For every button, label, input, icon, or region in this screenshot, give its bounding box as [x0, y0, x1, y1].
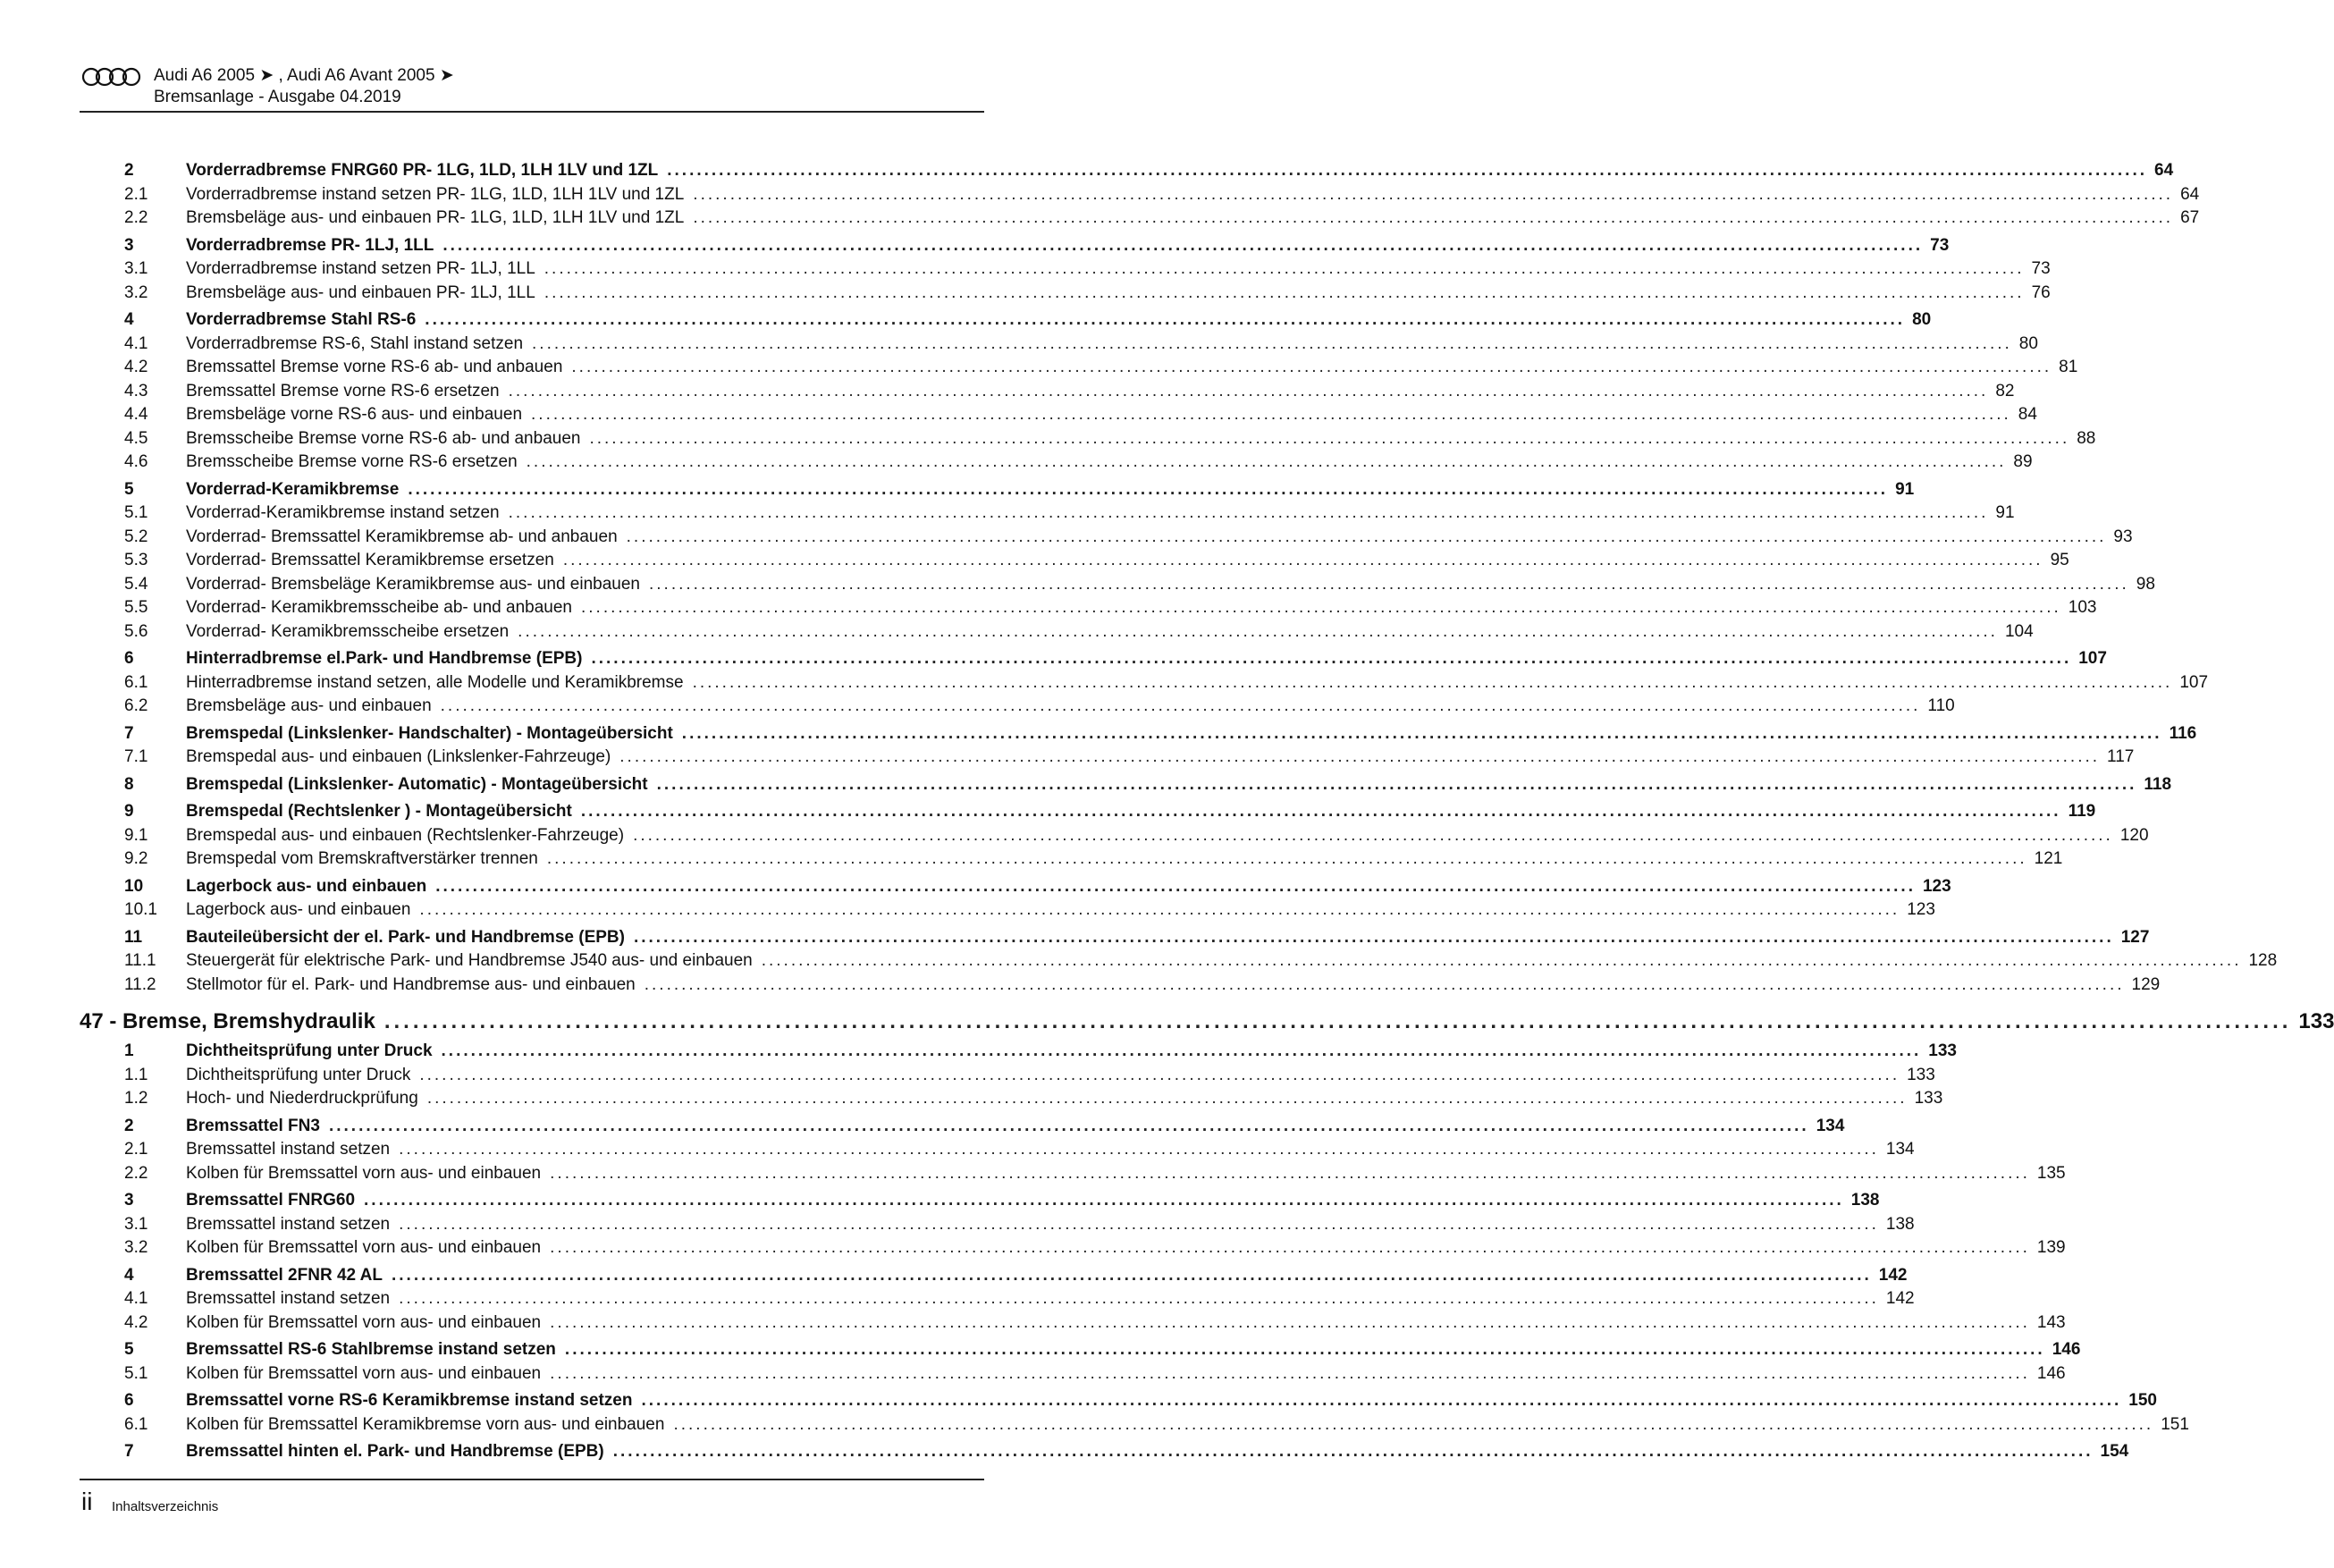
toc-entry-page: 133: [1928, 1041, 1957, 1060]
toc-entry-number: 6: [124, 649, 134, 668]
toc-entry-number: 3.2: [124, 1238, 148, 1257]
dot-leader: ........................................................................................................................................................................................................: [589, 428, 2070, 448]
toc-entry-number: 8: [124, 774, 134, 794]
toc-entry-number: 1: [124, 1041, 134, 1060]
toc-entry[interactable]: [124, 1238, 2066, 1261]
dot-leader: ........................................................................................................................................................................................................: [364, 1191, 1844, 1210]
dot-leader: ........................................................................................................................................................................................................: [543, 282, 2025, 302]
toc-entry[interactable]: [124, 696, 1955, 720]
toc-entry-number: 5.5: [124, 598, 148, 617]
toc-entry-title: Bremspedal (Linkslenker- Automatic) - Montageübersicht: [186, 774, 648, 794]
toc-entry[interactable]: [124, 1191, 1880, 1214]
toc-entry-page: 133: [2298, 1009, 2334, 1033]
toc-entry-page: 93: [2113, 527, 2133, 546]
dot-leader: ........................................................................................................................................................................................................: [667, 161, 2147, 180]
toc-entry[interactable]: [124, 1363, 2066, 1387]
toc-entry-page: 73: [2031, 259, 2051, 278]
toc-entry[interactable]: [124, 649, 2107, 672]
toc-entry-number: 3.2: [124, 282, 148, 302]
toc-entry[interactable]: [124, 876, 1951, 900]
toc-entry-number: 3: [124, 1191, 134, 1210]
toc-entry-number: 3.1: [124, 1214, 148, 1234]
toc-entry-page: 133: [1907, 1065, 1935, 1084]
toc-entry-number: 2.2: [124, 1163, 148, 1183]
toc-entry-page: 64: [2180, 184, 2200, 204]
dot-leader: ........................................................................................................................................................................................................: [649, 574, 2129, 594]
toc-entry-title: Hoch- und Niederdruckprüfung: [186, 1089, 418, 1108]
toc-entry-number: 4.1: [124, 333, 148, 353]
toc-entry[interactable]: [124, 1089, 1943, 1112]
toc-entry-title: Bremssattel instand setzen: [186, 1289, 391, 1308]
dot-leader: ........................................................................................................................................................................................................: [435, 876, 1916, 896]
dot-leader: ........................................................................................................................................................................................................: [693, 184, 2174, 204]
footer-label: Inhaltsverzeichnis: [112, 1499, 219, 1514]
toc-entry-page: 123: [1907, 900, 1935, 919]
toc-entry-number: 7.1: [124, 747, 148, 766]
toc-entry[interactable]: [124, 802, 2096, 825]
dot-leader: ........................................................................................................................................................................................................: [442, 235, 1924, 255]
toc-entry[interactable]: [124, 235, 1950, 259]
toc-entry-page: 89: [2013, 452, 2033, 471]
toc-entry-number: 4.2: [124, 1312, 148, 1332]
toc-entry-title: Vorderrad- Keramikbremsscheibe ab- und anbauen: [186, 598, 572, 617]
toc-entry-title: Bremssattel FNRG60: [186, 1191, 356, 1210]
toc-entry-number: 4.2: [124, 358, 148, 376]
toc-entry-number: 5: [124, 479, 134, 499]
toc-entry-title: Vorderradbremse instand setzen PR- 1LG, 1LD, 1LH 1LV und 1ZL: [186, 184, 685, 204]
toc-entry-title: Lagerbock aus- und einbauen: [186, 876, 427, 896]
toc-entry[interactable]: [124, 161, 2174, 184]
dot-leader: ........................................................................................................................................................................................................: [518, 621, 1998, 641]
toc-entry-number: 5.1: [124, 1363, 148, 1383]
dot-leader: ........................................................................................................................................................................................................: [692, 672, 2173, 692]
dot-leader: ........................................................................................................................................................................................................: [591, 649, 2072, 668]
toc-entry[interactable]: [124, 747, 2135, 771]
toc-entry-title: Stellmotor für el. Park- und Handbremse aus- und einbauen: [186, 974, 636, 994]
toc-entry-title: Bremsscheibe Bremse vorne RS-6 ab- und anbauen: [186, 428, 581, 448]
dot-leader: ........................................................................................................................................................................................................: [399, 1289, 1879, 1308]
toc-entry-page: 107: [2078, 649, 2107, 668]
toc-entry-number: 3: [124, 235, 134, 255]
toc-entry-title: Bremsscheibe Bremse vorne RS-6 ersetzen: [186, 452, 518, 471]
dot-leader: ........................................................................................................................................................................................................: [571, 358, 2052, 376]
toc-entry[interactable]: [124, 1214, 1915, 1238]
toc-entry-number: 5: [124, 1340, 134, 1359]
toc-entry[interactable]: [124, 428, 2096, 452]
toc-entry-title: Bremssattel instand setzen: [186, 1140, 391, 1159]
toc-entry-number: 5.6: [124, 621, 148, 641]
toc-entry-page: 82: [1995, 381, 2015, 400]
toc-entry-number: 1.1: [124, 1065, 148, 1084]
toc-entry[interactable]: [124, 208, 2200, 232]
toc-entry[interactable]: [124, 551, 2069, 574]
dot-leader: ........................................................................................................................................................................................................: [399, 1214, 1879, 1234]
toc-entry-page: 84: [2018, 405, 2037, 424]
toc-entry-number: 3.1: [124, 259, 148, 278]
toc-entry[interactable]: [124, 184, 2200, 208]
dot-leader: ........................................................................................................................................................................................................: [612, 1442, 2094, 1461]
toc-entry-number: 4.6: [124, 452, 148, 471]
dot-leader: ........................................................................................................................................................................................................: [508, 381, 1989, 400]
toc-entry[interactable]: [124, 282, 2051, 307]
toc-entry[interactable]: [124, 1140, 1915, 1163]
toc-entry[interactable]: [124, 1265, 1908, 1289]
toc-entry-title: Bremssattel 2FNR 42 AL: [186, 1265, 383, 1285]
toc-section-heading[interactable]: [80, 1009, 2334, 1038]
toc-entry[interactable]: [124, 1041, 1957, 1065]
toc-entry-title: Vorderradbremse RS-6, Stahl instand setzen: [186, 333, 524, 353]
toc-entry-page: 67: [2180, 208, 2200, 227]
toc-entry-title: Steuergerät für elektrische Park- und Handbremse J540 aus- und einbauen: [186, 951, 753, 970]
toc-entry-page: 138: [1850, 1191, 1880, 1210]
toc-entry[interactable]: [124, 598, 2097, 621]
toc-entry[interactable]: [124, 574, 2155, 598]
toc-entry-page: 127: [2120, 927, 2150, 947]
toc-entry-title: Kolben für Bremssattel vorn aus- und einbauen: [186, 1312, 542, 1332]
toc-entry[interactable]: [124, 503, 2015, 527]
toc-entry-title: Bremssattel FN3: [186, 1116, 320, 1135]
dot-leader: ........................................................................................................................................................................................................: [532, 333, 2012, 353]
toc-entry-number: 7: [124, 1442, 134, 1461]
toc-entry-title: Bauteileübersicht der el. Park- und Handbremse (EPB): [186, 927, 625, 947]
toc-entry-number: 4: [124, 310, 134, 329]
toc-entry-number: 5.3: [124, 551, 148, 569]
toc-entry[interactable]: [124, 1414, 2189, 1438]
toc-entry-title: Vorderrad- Keramikbremsscheibe ersetzen: [186, 621, 510, 641]
toc-entry-page: 123: [1922, 876, 1951, 896]
dot-leader: ........................................................................................................................................................................................................: [656, 774, 2137, 794]
header-edition: Bremsanlage - Ausgabe 04.2019: [154, 88, 401, 106]
toc-entry-title: Vorderrad-Keramikbremse instand setzen: [186, 503, 500, 522]
dot-leader: ........................................................................................................................................................................................................: [419, 1065, 1900, 1084]
toc-entry-page: 139: [2036, 1238, 2066, 1257]
toc-entry-page: 135: [2036, 1163, 2066, 1183]
toc-entry[interactable]: [124, 621, 2034, 645]
toc-entry-page: 116: [2169, 723, 2197, 743]
dot-leader: ........................................................................................................................................................................................................: [562, 551, 2043, 569]
audi-rings-logo: [81, 66, 142, 88]
toc-entry[interactable]: [124, 723, 2197, 747]
toc-entry-number: 5.2: [124, 527, 148, 546]
dot-leader: ........................................................................................................................................................................................................: [546, 849, 2027, 868]
toc-entry-number: 4.5: [124, 428, 148, 448]
dot-leader: ........................................................................................................................................................................................................: [580, 598, 2061, 617]
dot-leader: ........................................................................................................................................................................................................: [441, 1041, 1922, 1060]
toc-entry-title: Hinterradbremse instand setzen, alle Modelle und Keramikbremse: [186, 672, 684, 692]
toc-entry-page: 146: [2036, 1363, 2066, 1383]
toc-entry[interactable]: [124, 1163, 2066, 1187]
toc-entry[interactable]: [124, 1289, 1915, 1312]
toc-entry[interactable]: [124, 974, 2161, 999]
toc-entry-title: Hinterradbremse el.Park- und Handbremse (EPB): [186, 649, 583, 668]
toc-entry-title: Bremssattel vorne RS-6 Keramikbremse instand setzen: [186, 1391, 633, 1410]
toc-entry[interactable]: [124, 774, 2172, 798]
dot-leader: ........................................................................................................................................................................................................: [440, 696, 1921, 715]
toc-entry-page: 143: [2036, 1312, 2066, 1332]
toc-entry-title: Vorderrad- Bremssattel Keramikbremse ersetzen: [186, 551, 554, 569]
toc-entry-page: 119: [2068, 802, 2096, 821]
dot-leader: ........................................................................................................................................................................................................: [633, 825, 2113, 845]
toc-entry[interactable]: [124, 405, 2037, 428]
toc-entry-title: Bremsbeläge aus- und einbauen: [186, 696, 432, 715]
toc-entry-number: 4.4: [124, 405, 148, 424]
toc-entry-page: 142: [1878, 1265, 1908, 1285]
toc-entry-title: Bremssattel instand setzen: [186, 1214, 391, 1234]
dot-leader: ........................................................................................................................................................................................................: [391, 1265, 1872, 1285]
toc-entry-number: 2: [124, 1116, 134, 1135]
toc-entry-page: 150: [2128, 1391, 2157, 1410]
dot-leader: ........................................................................................................................................................................................................: [633, 927, 2114, 947]
toc-entry-title: Kolben für Bremssattel vorn aus- und einbauen: [186, 1163, 542, 1183]
toc-entry-title: Vorderradbremse PR- 1LJ, 1LL: [186, 235, 434, 255]
toc-entry-page: 121: [2034, 849, 2063, 868]
toc-entry[interactable]: [124, 479, 1915, 503]
toc-entry-title: Vorderradbremse instand setzen PR- 1LJ, 1LL: [186, 259, 535, 278]
dot-leader: ........................................................................................................................................................................................................: [425, 310, 1906, 329]
toc-entry-title: Dichtheitsprüfung unter Druck: [186, 1065, 411, 1084]
toc-entry-page: 151: [2161, 1414, 2189, 1434]
toc-entry[interactable]: [124, 381, 2015, 405]
dot-leader: ........................................................................................................................................................................................................: [644, 974, 2125, 994]
toc-entry-title: 47 - Bremse, Bremshydraulik: [80, 1009, 375, 1033]
dot-leader: ........................................................................................................................................................................................................: [564, 1340, 2045, 1359]
toc-entry-number: 10.1: [124, 900, 157, 919]
toc-entry-page: 91: [1895, 479, 1915, 499]
header-vehicle: Audi A6 2005 ➤ , Audi A6 Avant 2005 ➤: [154, 66, 454, 85]
toc-entry-page: 134: [1885, 1140, 1915, 1159]
toc-entry[interactable]: [124, 1340, 2081, 1363]
toc-entry-number: 6.1: [124, 1414, 148, 1434]
dot-leader: ........................................................................................................................................................................................................: [328, 1116, 1809, 1135]
toc-entry-page: 117: [2107, 747, 2135, 766]
dot-leader: ........................................................................................................................................................................................................: [619, 747, 2101, 766]
toc-entry-number: 10: [124, 876, 144, 896]
toc-entry-title: Bremspedal aus- und einbauen (Linkslenker-Fahrzeuge): [186, 747, 611, 766]
dot-leader: ........................................................................................................................................................................................................: [626, 527, 2107, 546]
toc-entry-page: 142: [1885, 1289, 1915, 1308]
toc-entry-title: Vorderradbremse Stahl RS-6: [186, 310, 417, 329]
page-header: [80, 63, 984, 113]
toc-entry-page: 80: [1912, 310, 1932, 329]
toc-entry-number: 9: [124, 802, 134, 821]
toc-entry-number: 11.2: [124, 974, 156, 994]
toc-entry-title: Bremsbeläge aus- und einbauen PR- 1LG, 1LD, 1LH 1LV und 1ZL: [186, 208, 685, 227]
toc-entry[interactable]: [124, 310, 1932, 333]
toc-entry-page: 81: [2059, 358, 2078, 376]
toc-entry-page: 64: [2154, 161, 2174, 180]
toc-entry-page: 110: [1927, 696, 1955, 715]
toc-entry-number: 4.1: [124, 1289, 148, 1308]
dot-leader: ........................................................................................................................................................................................................: [550, 1363, 2030, 1383]
toc-entry-number: 2: [124, 161, 134, 180]
toc-entry-title: Vorderradbremse FNRG60 PR- 1LG, 1LD, 1LH 1LV und 1ZL: [186, 161, 659, 180]
toc-entry[interactable]: [124, 527, 2133, 551]
toc-entry-title: Lagerbock aus- und einbauen: [186, 900, 411, 919]
toc-entry[interactable]: [124, 672, 2209, 696]
dot-leader: ........................................................................................................................................................................................................: [531, 405, 2011, 424]
toc-entry[interactable]: [124, 358, 2078, 381]
toc-entry-page: 134: [1816, 1116, 1845, 1135]
toc-entry-page: 104: [2004, 621, 2034, 641]
toc-entry-number: 6: [124, 1391, 134, 1410]
toc-entry-number: 4.3: [124, 381, 148, 400]
toc-entry-title: Bremssattel RS-6 Stahlbremse instand setzen: [186, 1340, 556, 1359]
dot-leader: ........................................................................................................................................................................................................: [550, 1238, 2030, 1257]
toc-entry-page: 133: [1914, 1089, 1943, 1108]
toc-entry[interactable]: [124, 333, 2038, 358]
toc-entry-page: 107: [2179, 672, 2209, 692]
toc-entry-title: Bremssattel Bremse vorne RS-6 ersetzen: [186, 381, 500, 400]
dot-leader: ........................................................................................................................................................................................................: [399, 1140, 1879, 1159]
toc-entry-number: 2.1: [124, 184, 148, 204]
toc-entry-number: 9.1: [124, 825, 148, 845]
toc-entry-title: Kolben für Bremssattel vorn aus- und einbauen: [186, 1238, 542, 1257]
toc-entry-number: 2.2: [124, 208, 148, 227]
toc-entry-page: 129: [2131, 974, 2161, 994]
toc-entry[interactable]: [124, 1442, 2129, 1465]
toc-entry-title: Bremspedal vom Bremskraftverstärker trennen: [186, 849, 538, 868]
toc-entry-number: 2.1: [124, 1140, 148, 1159]
toc-entry[interactable]: [124, 951, 2278, 974]
toc-entry-page: 91: [1995, 503, 2015, 522]
toc-entry-page: 103: [2068, 598, 2097, 617]
toc-entry-page: 73: [1930, 235, 1950, 255]
toc-entry[interactable]: [124, 452, 2033, 476]
toc-entry-number: 11.1: [124, 951, 156, 970]
dot-leader: ........................................................................................................................................................................................................: [761, 951, 2242, 970]
toc-entry-number: 7: [124, 723, 134, 743]
toc-entry-page: 154: [2100, 1442, 2129, 1461]
toc-entry[interactable]: [124, 900, 1935, 923]
toc-entry-page: 76: [2031, 282, 2051, 302]
dot-leader: ........................................................................................................................................................................................................: [383, 1009, 2292, 1033]
toc-entry-title: Bremsbeläge vorne RS-6 aus- und einbauen: [186, 405, 523, 424]
toc-entry-title: Bremssattel Bremse vorne RS-6 ab- und anbauen: [186, 358, 563, 376]
dot-leader: ........................................................................................................................................................................................................: [426, 1089, 1908, 1108]
page-number: ii: [81, 1488, 93, 1515]
toc-entry[interactable]: [124, 1116, 1845, 1140]
dot-leader: ........................................................................................................................................................................................................: [693, 208, 2174, 227]
toc-entry-title: Vorderrad- Bremssattel Keramikbremse ab- und anbauen: [186, 527, 618, 546]
footer-rule: [80, 1479, 984, 1480]
toc-entry-page: 95: [2050, 551, 2069, 569]
toc-entry[interactable]: [124, 927, 2150, 951]
dot-leader: ........................................................................................................................................................................................................: [550, 1163, 2030, 1183]
dot-leader: ........................................................................................................................................................................................................: [526, 452, 2007, 471]
toc-entry-number: 11: [124, 927, 143, 947]
dot-leader: ........................................................................................................................................................................................................: [543, 259, 2025, 278]
toc-entry-number: 9.2: [124, 849, 148, 868]
toc-entry-page: 128: [2248, 951, 2278, 970]
toc-entry-number: 4: [124, 1265, 134, 1285]
toc-entry-title: Bremspedal aus- und einbauen (Rechtslenker-Fahrzeuge): [186, 825, 625, 845]
toc-entry-title: Bremssattel hinten el. Park- und Handbremse (EPB): [186, 1442, 604, 1461]
toc-entry-title: Dichtheitsprüfung unter Druck: [186, 1041, 433, 1060]
toc-entry-page: 138: [1885, 1214, 1915, 1234]
toc-entry-page: 98: [2136, 574, 2155, 594]
toc-entry-number: 5.4: [124, 574, 148, 594]
toc-entry[interactable]: [124, 825, 2149, 849]
dot-leader: ........................................................................................................................................................................................................: [641, 1391, 2122, 1410]
toc-entry-number: 1.2: [124, 1089, 148, 1108]
toc-entry-number: 6.2: [124, 696, 148, 715]
dot-leader: ........................................................................................................................................................................................................: [508, 503, 1989, 522]
dot-leader: ........................................................................................................................................................................................................: [408, 479, 1889, 499]
toc-entry-title: Kolben für Bremssattel Keramikbremse vorn aus- und einbauen: [186, 1414, 665, 1434]
toc-entry-page: 118: [2144, 774, 2172, 794]
dot-leader: ........................................................................................................................................................................................................: [673, 1414, 2154, 1434]
toc-entry[interactable]: [124, 1312, 2066, 1336]
toc-entry-page: 80: [2018, 333, 2038, 353]
toc-entry[interactable]: [124, 1065, 1935, 1089]
toc-entry-page: 120: [2119, 825, 2149, 845]
toc-entry-title: Bremsbeläge aus- und einbauen PR- 1LJ, 1LL: [186, 282, 535, 302]
dot-leader: ........................................................................................................................................................................................................: [419, 900, 1900, 919]
toc-entry-title: Bremspedal (Rechtslenker ) - Montageübersicht: [186, 802, 572, 821]
dot-leader: ........................................................................................................................................................................................................: [681, 723, 2162, 743]
toc-entry-number: 6.1: [124, 672, 148, 692]
toc-entry-number: 5.1: [124, 503, 148, 522]
dot-leader: ........................................................................................................................................................................................................: [550, 1312, 2030, 1332]
dot-leader: ........................................................................................................................................................................................................: [580, 802, 2061, 821]
toc-entry-title: Vorderrad- Bremsbeläge Keramikbremse aus- und einbauen: [186, 574, 640, 594]
toc-entry-title: Vorderrad-Keramikbremse: [186, 479, 400, 499]
toc-entry-title: Kolben für Bremssattel vorn aus- und einbauen: [186, 1363, 542, 1383]
toc-entry-title: Bremspedal (Linkslenker- Handschalter) - Montageübersicht: [186, 723, 673, 743]
toc-entry-page: 146: [2052, 1340, 2081, 1359]
toc-entry[interactable]: [124, 1391, 2157, 1414]
toc-entry-page: 88: [2077, 428, 2096, 448]
toc-entry[interactable]: [124, 259, 2051, 282]
toc-entry[interactable]: [124, 849, 2063, 873]
